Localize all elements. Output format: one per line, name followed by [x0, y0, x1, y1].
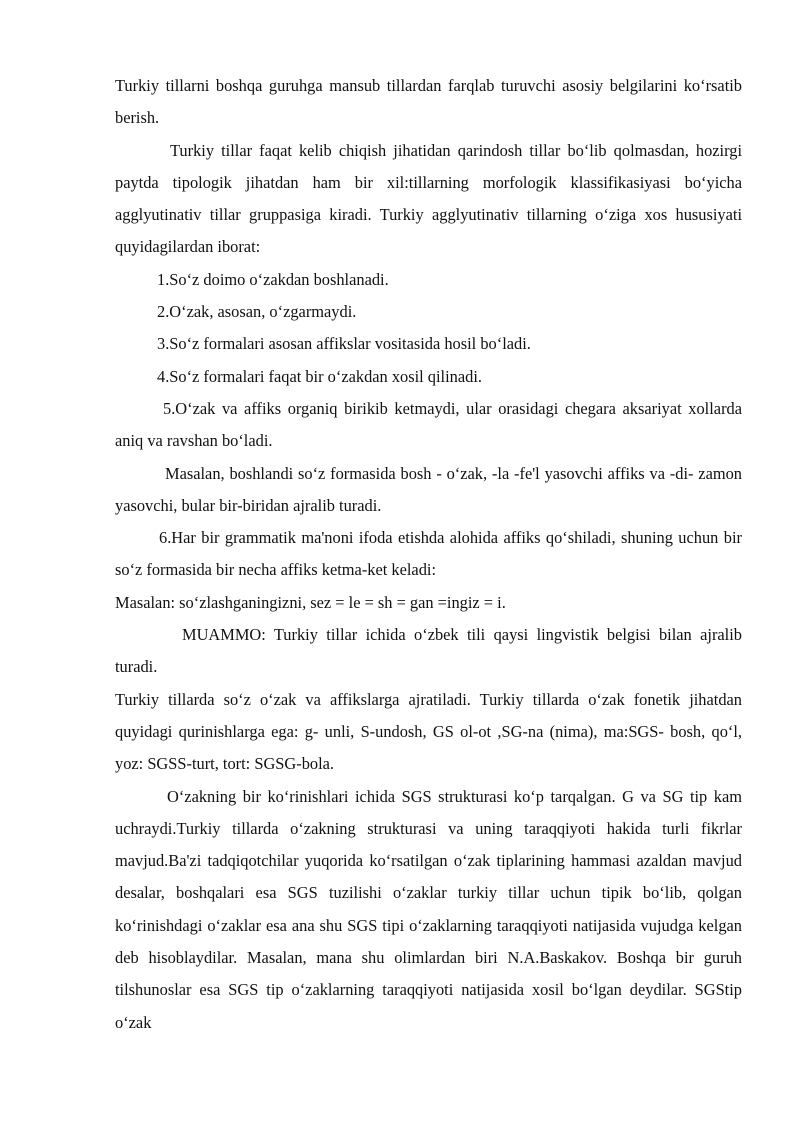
paragraph-example-2: Masalan: so‘zlashganingizni, sez = le = sh = gan =ingiz = i. [115, 592, 506, 612]
paragraph-root-theories: O‘zakning bir ko‘rinishlari ichida SGS strukturasi ko‘p tarqalgan. G va SG tip kam uchraydi.Turkiy tillarda o‘zakning strukturasi va uning taraqqiyoti hakida turli fikrlar mavjud.Ba'zi tadqiqotchilar yuqorida ko‘rsatilgan o‘zak tiplarining hammasi azaldan mavjud desalar, boshqalari esa SGS tuzilishi o‘zaklar turkiy tillar uchun tipik bo‘lib, qolgan ko‘rinishdagi o‘zaklar esa ana shu SGS tipi o‘zaklarning taraqqiyoti natijasida vujudga kelgan deb hisoblaydilar. Masalan, mana shu olimlardan biri N.A.Baskakov. Boshqa bir guruh tilshunoslar esa SGS tip o‘zaklarning taraqqiyoti natijasida xosil bo‘lgan deydilar. SGStip o‘zak [115, 786, 742, 1032]
list-item-4: 4.So‘z formalari faqat bir o‘zakdan xosil qilinadi. [157, 366, 482, 386]
paragraph-typology: Turkiy tillar faqat kelib chiqish jihatidan qarindosh tillar bo‘lib qolmasdan, hozirgi paytda tipologik jihatdan ham bir xil:tillarning morfologik klassifikasiyasi bo‘yicha agglyutinativ tillar gruppasiga kiradi. Turkiy agglyutinativ tillarning o‘ziga xos hususiyati quyidagilardan iborat: [115, 140, 742, 257]
list-item-5: 5.O‘zak va affiks organiq birikib ketmaydi, ular orasidagi chegara aksariyat xollarda aniq va ravshan bo‘ladi. [115, 398, 742, 451]
paragraph-example-1: Masalan, boshlandi so‘z formasida bosh - o‘zak, -la -fe'l yasovchi affiks va -di- zamon yasovchi, bular bir-biridan ajralib turadi. [115, 463, 742, 515]
document-page [115, 70, 742, 1039]
paragraph-problem: MUAMMO: Turkiy tillar ichida o‘zbek tili qaysi lingvistik belgisi bilan ajralib turadi. [115, 625, 742, 677]
list-item-6: 6.Har bir grammatik ma'noni ifoda etishda alohida affiks qo‘shiladi, shuning uchun bir so‘z formasida bir necha affiks ketma-ket keladi: [115, 528, 742, 580]
list-item-1: 1.So‘z doimo o‘zakdan boshlanadi. [157, 269, 389, 289]
paragraph-root-structure: Turkiy tillarda so‘z o‘zak va affikslarga ajratiladi. Turkiy tillarda o‘zak fonetik jihatdan quyidagi qurinishlarga ega: g- unli, S-undosh, GS ol-ot ,SG-na (nima), ma:SGS- bosh, qo‘l, yoz: SGSS-turt, tort: SGSG-bola. [115, 689, 742, 774]
list-item-3: 3.So‘z formalari asosan affikslar vositasida hosil bo‘ladi. [157, 334, 531, 354]
paragraph-intro: Turkiy tillarni boshqa guruhga mansub tillardan farqlab turuvchi asosiy belgilarini ko‘rsatib berish. [115, 76, 742, 128]
list-item-2: 2.O‘zak, asosan, o‘zgarmaydi. [157, 302, 357, 322]
